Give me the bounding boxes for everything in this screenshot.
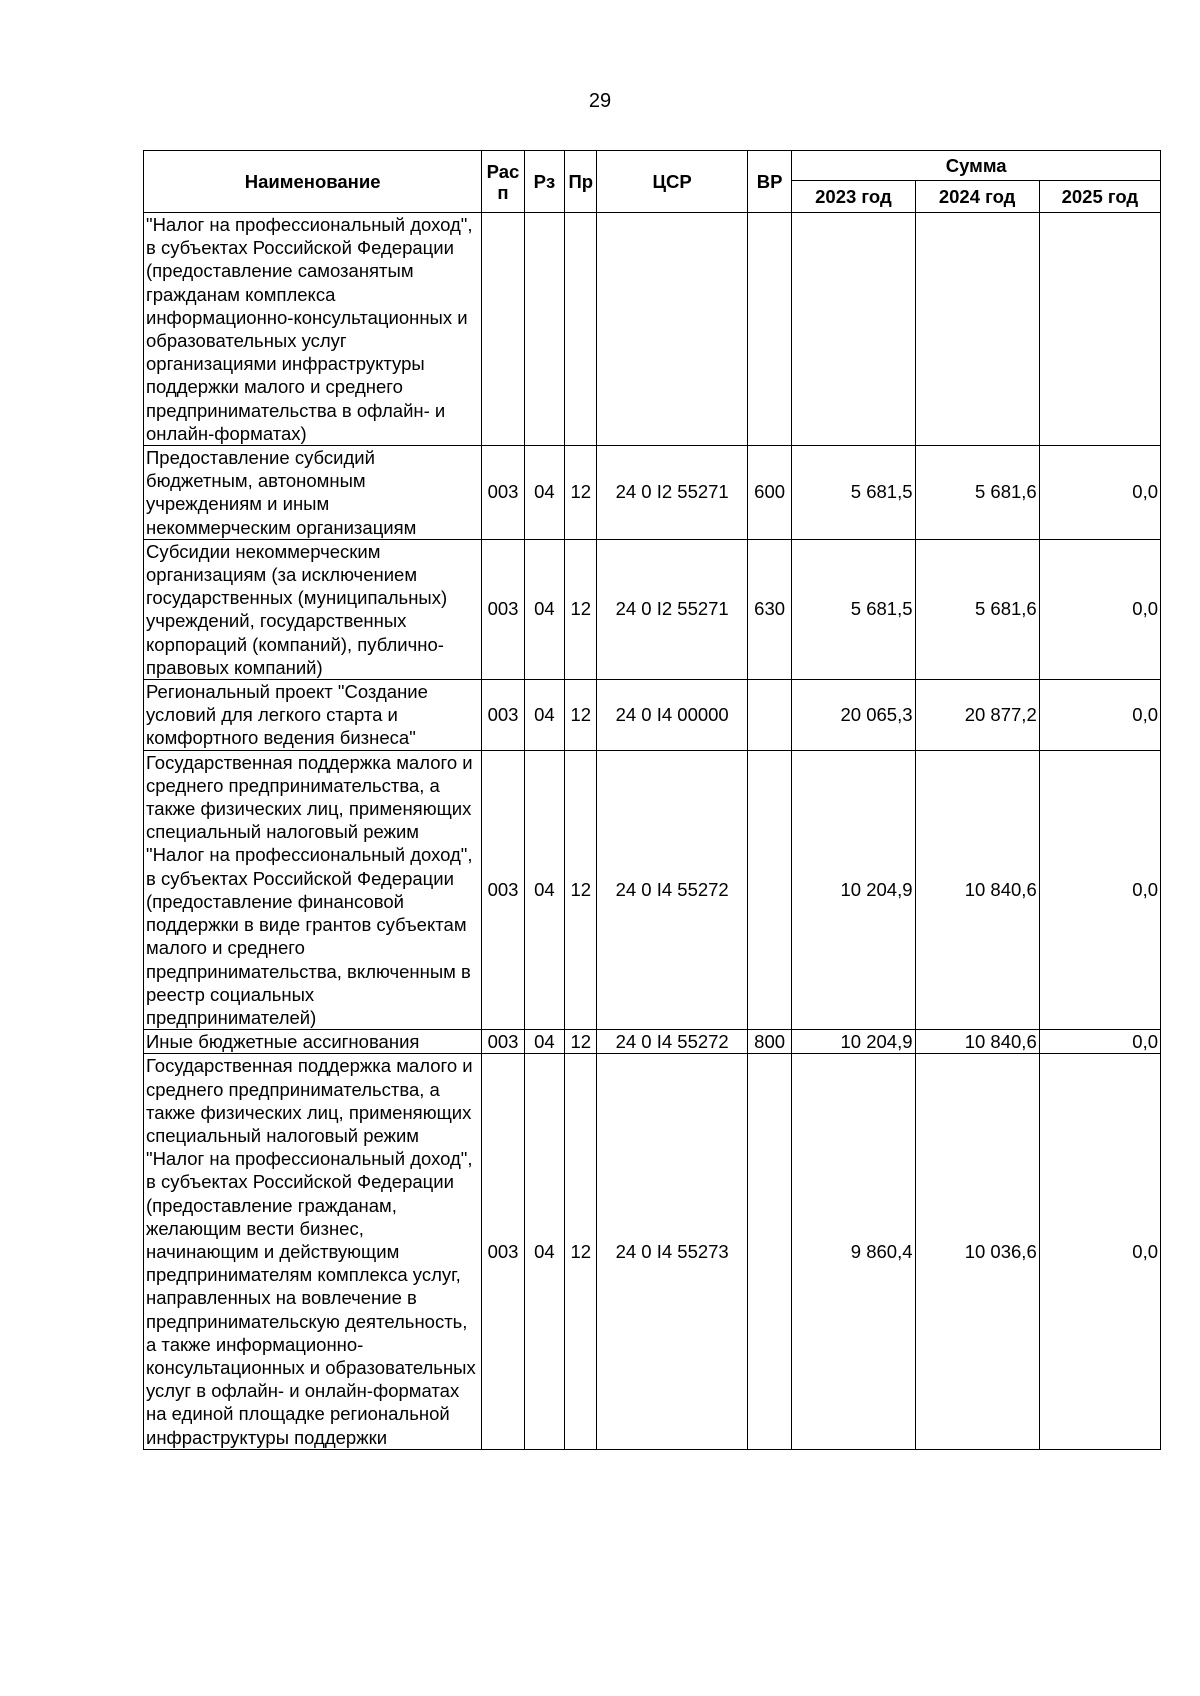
row-vr: 800 <box>747 1030 791 1054</box>
row-csr: 24 0 I4 55273 <box>597 1054 747 1449</box>
page-number: 29 <box>588 90 612 112</box>
row-rasp: 003 <box>482 680 524 751</box>
row-name: Иные бюджетные ассигнования <box>144 1030 482 1054</box>
row-rasp: 003 <box>482 1054 524 1449</box>
row-sum-2025: 0,0 <box>1039 1030 1160 1054</box>
row-name: Государственная поддержка малого и среднего предпринимательства, а также физических лиц, применяющих специальный налоговый режим "Налог на профессиональный доход", в субъектах Российской Федерации (предоставление гражданам, желающим вести бизнес, начинающим и действующим предпринимателям комплекса услуг, направленных на вовлечение в предпринимательскую деятельность, а также информационно-консультационных и образовательных услуг в офлайн- и онлайн-форматах на единой площадке региональной инфраструктуры поддержки <box>144 1054 482 1449</box>
header-sum: Сумма <box>792 151 1161 181</box>
row-sum-2024: 10 840,6 <box>915 750 1039 1029</box>
row-sum-2025: 0,0 <box>1039 680 1160 751</box>
row-rasp: 003 <box>482 539 524 679</box>
row-rz: 04 <box>524 539 564 679</box>
row-sum-2024: 10 840,6 <box>915 1030 1039 1054</box>
row-name: "Налог на профессиональный доход", в субъектах Российской Федерации (предоставление самозанятым гражданам комплекса информационно-консультационных и образовательных услуг организациями инфраструктуры поддержки малого и среднего предпринимательства в офлайн- и онлайн-форматах) <box>144 213 482 446</box>
header-name: Наименование <box>144 151 482 213</box>
row-sum-2023: 5 681,5 <box>792 539 915 679</box>
row-rz: 04 <box>524 750 564 1029</box>
row-csr: 24 0 I4 55272 <box>597 750 747 1029</box>
header-vr: ВР <box>747 151 791 213</box>
row-name: Региональный проект "Создание условий для легкого старта и комфортного ведения бизнеса" <box>144 680 482 751</box>
header-year-2023: 2023 год <box>792 181 915 213</box>
row-rz: 04 <box>524 1054 564 1449</box>
row-csr: 24 0 I4 55272 <box>597 1030 747 1054</box>
row-sum-2023: 9 860,4 <box>792 1054 915 1449</box>
budget-table <box>143 150 1161 1450</box>
row-rasp: 003 <box>482 446 524 540</box>
row-sum-2023: 20 065,3 <box>792 680 915 751</box>
table-row <box>144 446 1161 540</box>
header-rz: Рз <box>524 151 564 213</box>
row-sum-2023 <box>792 213 915 446</box>
row-sum-2023: 5 681,5 <box>792 446 915 540</box>
table-row <box>144 750 1161 1029</box>
row-sum-2025: 0,0 <box>1039 539 1160 679</box>
row-sum-2024: 5 681,6 <box>915 446 1039 540</box>
row-vr <box>747 750 791 1029</box>
row-sum-2023: 10 204,9 <box>792 750 915 1029</box>
row-rasp: 003 <box>482 1030 524 1054</box>
row-sum-2024: 5 681,6 <box>915 539 1039 679</box>
row-name: Предоставление субсидий бюджетным, автономным учреждениям и иным некоммерческим организациям <box>144 446 482 540</box>
row-csr: 24 0 I4 00000 <box>597 680 747 751</box>
header-year-2024: 2024 год <box>915 181 1039 213</box>
row-pr: 12 <box>565 680 597 751</box>
row-vr <box>747 680 791 751</box>
row-rasp: 003 <box>482 750 524 1029</box>
row-pr: 12 <box>565 750 597 1029</box>
table-body <box>144 213 1161 1450</box>
table-row <box>144 539 1161 679</box>
row-sum-2024 <box>915 213 1039 446</box>
header-year-2025: 2025 год <box>1039 181 1160 213</box>
row-rz <box>524 213 564 446</box>
row-sum-2025: 0,0 <box>1039 446 1160 540</box>
row-vr: 630 <box>747 539 791 679</box>
row-name: Государственная поддержка малого и среднего предпринимательства, а также физических лиц, применяющих специальный налоговый режим "Налог на профессиональный доход", в субъектах Российской Федерации (предоставление финансовой поддержки в виде грантов субъектам малого и среднего предпринимательства, включенным в реестр социальных предпринимателей) <box>144 750 482 1029</box>
row-name: Субсидии некоммерческим организациям (за исключением государственных (муниципальных) учреждений, государственных корпораций (компаний), публично-правовых компаний) <box>144 539 482 679</box>
row-rasp <box>482 213 524 446</box>
row-vr <box>747 1054 791 1449</box>
row-sum-2023: 10 204,9 <box>792 1030 915 1054</box>
row-sum-2025: 0,0 <box>1039 750 1160 1029</box>
row-csr: 24 0 I2 55271 <box>597 539 747 679</box>
header-csr: ЦСР <box>597 151 747 213</box>
row-sum-2024: 20 877,2 <box>915 680 1039 751</box>
row-rz: 04 <box>524 680 564 751</box>
header-rasp: Рас п <box>482 151 524 213</box>
table-row <box>144 1054 1161 1449</box>
row-pr <box>565 213 597 446</box>
row-vr: 600 <box>747 446 791 540</box>
row-sum-2025: 0,0 <box>1039 1054 1160 1449</box>
table-row <box>144 680 1161 751</box>
row-csr: 24 0 I2 55271 <box>597 446 747 540</box>
row-pr: 12 <box>565 1030 597 1054</box>
row-pr: 12 <box>565 446 597 540</box>
row-rz: 04 <box>524 446 564 540</box>
table-header <box>144 151 1161 213</box>
row-pr: 12 <box>565 539 597 679</box>
header-pr: Пр <box>565 151 597 213</box>
table-row <box>144 213 1161 446</box>
row-pr: 12 <box>565 1054 597 1449</box>
row-vr <box>747 213 791 446</box>
row-rz: 04 <box>524 1030 564 1054</box>
row-csr <box>597 213 747 446</box>
row-sum-2024: 10 036,6 <box>915 1054 1039 1449</box>
table-row <box>144 1030 1161 1054</box>
row-sum-2025 <box>1039 213 1160 446</box>
